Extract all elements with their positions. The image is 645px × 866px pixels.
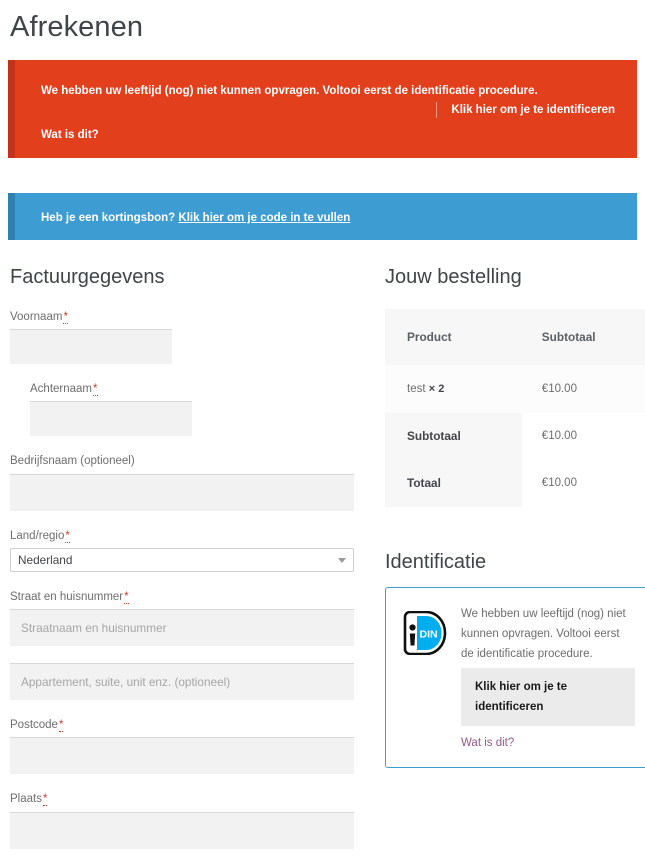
order-subtotal-label: Subtotaal [385,413,522,460]
field-address-line-2 [10,663,354,700]
order-total-value: €10.00 [541,477,577,490]
coupon-notice [8,193,637,240]
postcode-input[interactable] [10,737,354,774]
order-subtotal-value: €10.00 [541,430,577,443]
label-company-name: Bedrijfsnaam (optioneel) [10,455,135,468]
billing-column [10,265,354,866]
field-city [10,791,354,848]
table-row-total [385,460,645,507]
order-total-value-cell [522,460,645,507]
identify-button[interactable]: Klik hier om je te identificeren [461,668,635,726]
error-notice-action-link[interactable]: Klik hier om je te identificeren [436,102,615,118]
field-postcode [10,717,354,774]
field-street-address [10,589,354,646]
identification-message: We hebben uw leeftijd (nog) niet kunnen opvragen. Voltooi eerst de identificatie procedure. [461,607,626,661]
field-company-name [10,453,354,510]
order-table-foot [385,413,645,507]
column-header-subtotal: Subtotaal [522,309,645,365]
required-marker: * [42,793,48,806]
order-item-subtotal-cell [522,365,645,413]
address-line-2-input[interactable] [10,663,354,700]
coupon-notice-link[interactable]: Klik hier om je code in te vullen [178,211,351,224]
order-subtotal-value-cell [522,413,645,460]
city-input[interactable] [10,812,354,849]
field-last-name [30,381,192,436]
label-street-address-text: Straat en huisnummer [10,590,124,603]
coupon-notice-text: Heb je een kortingsbon? [41,211,176,224]
label-country [10,528,354,545]
required-marker: * [63,310,68,323]
country-select-wrapper [10,548,354,572]
required-marker: * [93,383,98,396]
error-notice-help-link[interactable]: Wat is dit? [41,128,99,141]
label-first-name [10,309,172,326]
table-header-row [385,309,645,365]
label-street-address [10,589,354,606]
order-column [385,265,645,866]
label-last-name [30,381,192,398]
order-table-head [385,309,645,365]
column-header-product: Product [385,309,522,365]
identification-box [385,587,645,769]
idin-logo-text: DIN [419,628,438,641]
identification-error-notice [8,60,637,158]
first-name-input[interactable] [10,329,172,364]
label-last-name-text: Achternaam [30,383,93,396]
idin-logo-icon [402,611,448,655]
order-heading: Jouw bestelling [385,265,522,288]
required-marker: * [58,719,64,732]
page-title: Afrekenen [10,11,144,43]
order-item-name-cell [385,365,522,413]
label-city [10,791,354,808]
label-postcode [10,717,354,734]
label-first-name-text: Voornaam [10,310,63,323]
street-address-input[interactable] [10,609,354,646]
identification-help-link[interactable]: Wat is dit? [461,737,515,750]
identification-heading: Identificatie [385,550,487,573]
order-summary-table [385,309,645,507]
error-notice-message: We hebben uw leeftijd (nog) niet kunnen opvragen. Voltooi eerst de identificatie procedure. [41,84,538,97]
last-name-input[interactable] [30,401,192,436]
checkout-columns [8,265,637,866]
order-table-body [385,365,645,413]
field-first-name [10,309,172,364]
required-marker: * [124,590,129,603]
company-name-input[interactable] [10,474,354,511]
order-item-subtotal: €10.00 [541,382,577,395]
billing-heading: Factuurgegevens [10,265,165,288]
order-item-name: test [407,382,426,395]
field-country [10,528,354,572]
label-country-text: Land/regio [10,529,65,542]
order-item-quantity: × 2 [428,382,445,395]
table-row [385,365,645,413]
country-select[interactable] [10,548,354,572]
order-total-label: Totaal [385,460,522,507]
label-city-text: Plaats [10,793,42,806]
identification-body [461,604,635,752]
table-row-subtotal [385,413,645,460]
label-postcode-text: Postcode [10,719,58,732]
required-marker: * [65,529,70,542]
